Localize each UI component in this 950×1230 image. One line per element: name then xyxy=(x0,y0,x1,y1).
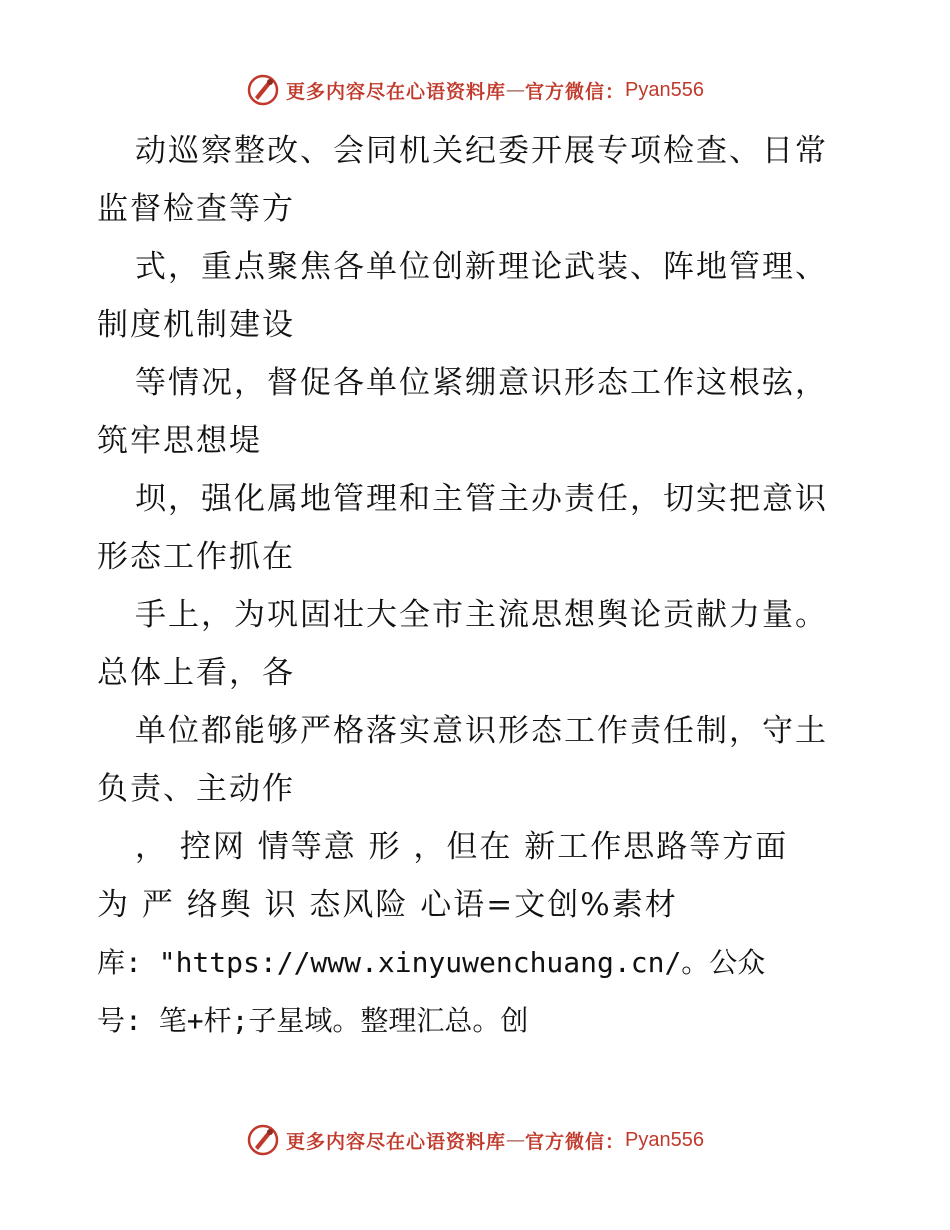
footer-wechat-id: Pyan556 xyxy=(625,1128,704,1151)
footer-separator: — xyxy=(506,1129,526,1151)
header-separator: — xyxy=(506,79,526,101)
body-line: 单位都能够严格落实意识形态工作责任制，守土 xyxy=(135,713,828,749)
brand-logo-icon xyxy=(246,73,280,107)
body-line: 筑牢思想堤 xyxy=(97,423,262,459)
document-body xyxy=(97,122,887,1050)
body-line: 形态工作抓在 xyxy=(97,539,295,575)
footer-banner xyxy=(0,1120,950,1160)
footer-brand-text: 更多内容尽在心语资料库 xyxy=(286,1130,507,1153)
body-line: 号: 笔+杆;子星域。整理汇总。创 xyxy=(97,1004,529,1037)
body-line: 式，重点聚焦各单位创新理论武装、阵地管理、 xyxy=(135,249,828,285)
footer-wechat-label: 官方微信： xyxy=(525,1130,626,1153)
body-line: 等情况，督促各单位紧绷意识形态工作这根弦， xyxy=(135,365,828,401)
body-line: 库: "https://www.xinyuwenchuang.cn/。公众 xyxy=(97,946,766,979)
header-wechat-label: 官方微信： xyxy=(525,80,626,103)
body-line: 坝，强化属地管理和主管主办责任，切实把意识 xyxy=(135,481,828,517)
body-line: 为 严 络舆 识 态风险 心语=文创%素材 xyxy=(97,887,678,923)
body-line: 制度机制建设 xyxy=(97,307,295,343)
body-line: 监督检查等方 xyxy=(97,191,295,227)
body-line: 手上，为巩固壮大全市主流思想舆论贡献力量。 xyxy=(135,597,828,633)
header-banner xyxy=(0,70,950,110)
header-brand-text: 更多内容尽在心语资料库 xyxy=(286,80,507,103)
body-line: 负责、主动作 xyxy=(97,771,295,807)
header-wechat-id: Pyan556 xyxy=(625,78,704,101)
body-line: ， 控网 情等意 形 ，但在 新工作思路等方面 xyxy=(135,829,789,865)
body-line: 总体上看，各 xyxy=(97,655,295,691)
brand-logo-icon xyxy=(246,1123,280,1157)
body-line: 动巡察整改、会同机关纪委开展专项检查、日常 xyxy=(135,133,828,169)
